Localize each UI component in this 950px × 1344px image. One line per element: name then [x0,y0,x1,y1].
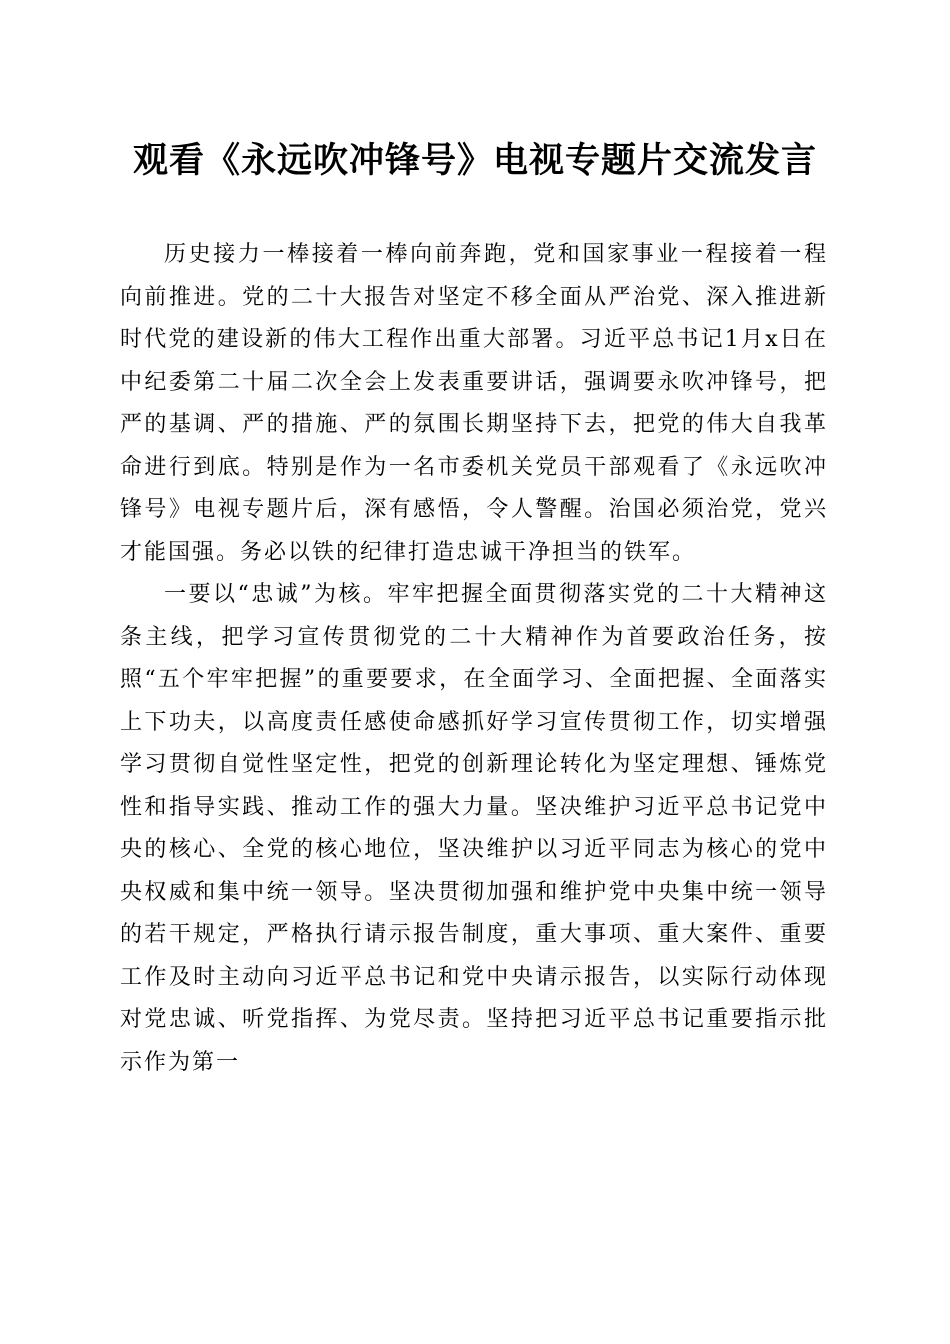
document-title: 观看《永远吹冲锋号》电视专题片交流发言 [132,140,817,181]
paragraph-intro: 历史接力一棒接着一棒向前奔跑，党和国家事业一程接着一程向前推进。党的二十大报告对坚定不移全面从严治党、深入推进新时代党的建设新的伟大工程作出重大部署。习近平总书记1月x日在中纪委第二十届二次全会上发表重要讲话，强调要永吹冲锋号，把严的基调、严的措施、严的氛围长期坚持下去，把党的伟大自我革命进行到底。特别是作为一名市委机关党员干部观看了《永远吹冲锋号》电视专题片后，深有感悟，令人警醒。治国必须治党，党兴才能国强。务必以铁的纪律打造忠诚干净担当的铁军。 [120,242,828,565]
paragraph-loyalty: 一要以“忠诚”为核。牢牢把握全面贯彻落实党的二十大精神这条主线，把学习宣传贯彻党的二十大精神作为首要政治任务，按照“五个牢牢把握”的重要要求，在全面学习、全面把握、全面落实上下功夫，以高度责任感使命感抓好学习宣传贯彻工作，切实增强学习贯彻自觉性坚定性，把党的创新理论转化为坚定理想、锤炼党性和指导实践、推动工作的强大力量。坚决维护习近平总书记党中央的核心、全党的核心地位，坚决维护以习近平同志为核心的党中央权威和集中统一领导。坚决贯彻加强和维护党中央集中统一领导的若干规定，严格执行请示报告制度，重大事项、重大案件、重要工作及时主动向习近平总书记和党中央请示报告，以实际行动体现对党忠诚、听党指挥、为党尽责。坚持把习近平总书记重要指示批示作为第一 [120,582,828,1075]
document-body [120,234,828,1084]
